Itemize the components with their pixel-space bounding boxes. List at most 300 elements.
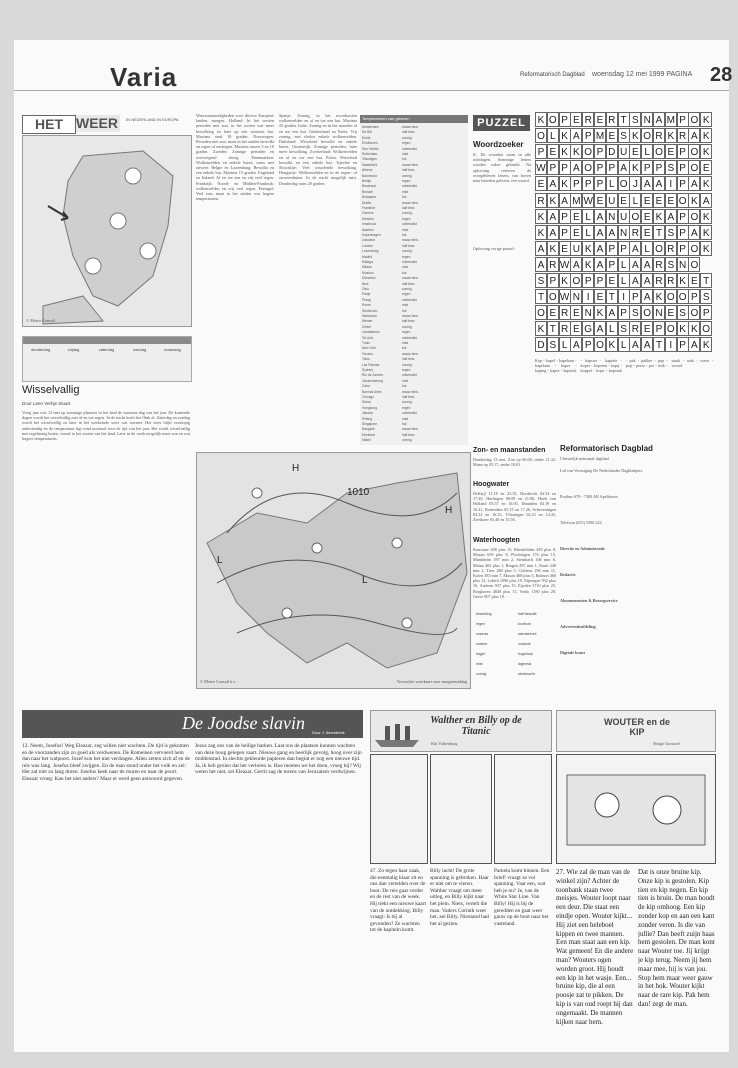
grid-cell: O — [641, 128, 653, 143]
grid-cell: O — [547, 112, 559, 127]
grid-cell: P — [535, 144, 547, 159]
legend-item: mist — [476, 662, 483, 666]
city-name: Tunis — [362, 341, 370, 345]
europe-map-caption: Verwachte weerkaart voor morgenmiddag — [396, 679, 467, 684]
table-row — [362, 184, 466, 189]
city-condition: mist — [402, 265, 409, 270]
grid-cell: T — [653, 337, 665, 352]
grid-cell: A — [570, 337, 582, 352]
grid-cell: K — [700, 176, 712, 191]
table-row — [362, 336, 466, 341]
grid-cell: A — [688, 337, 700, 352]
svg-text:L: L — [362, 575, 368, 586]
grid-cell: P — [594, 144, 606, 159]
table-row — [362, 238, 466, 243]
wouter-banner — [556, 710, 716, 752]
city-name: Rio de Janeiro — [362, 373, 384, 378]
grid-cell: E — [570, 112, 582, 127]
legend-item: occlusie — [518, 642, 531, 646]
grid-cell: W — [535, 160, 547, 175]
grid-cell: M — [594, 128, 606, 143]
wouter-illustration — [557, 755, 715, 863]
grid-cell: E — [641, 321, 653, 336]
table-row — [362, 260, 466, 265]
city-condition: onbewolkt — [402, 297, 417, 302]
grid-cell: E — [641, 225, 653, 240]
grid-cell: O — [688, 209, 700, 224]
grid-cell: R — [606, 112, 618, 127]
grid-cell: K — [688, 321, 700, 336]
city-condition: zonnig — [402, 135, 412, 140]
table-row — [362, 395, 466, 400]
city-name: Rotterdam — [362, 152, 378, 156]
grid-cell: A — [641, 176, 653, 191]
table-row — [362, 417, 466, 422]
city-name: Brussel — [362, 189, 373, 194]
hoogwater-title: Hoogwater — [473, 481, 510, 488]
city-name: München — [362, 276, 376, 281]
grid-cell: P — [559, 225, 571, 240]
grid-cell: O — [629, 209, 641, 224]
grid-cell: A — [629, 241, 641, 256]
grid-cell: K — [559, 273, 571, 288]
grid-cell: E — [570, 321, 582, 336]
city-condition: bui — [402, 195, 407, 200]
table-row — [362, 373, 466, 378]
grid-cell: P — [570, 176, 582, 191]
city-name: Tel Aviv — [362, 335, 374, 340]
grid-cell: P — [629, 289, 641, 304]
europe-map-graphic — [197, 453, 470, 688]
grid-cell: K — [559, 144, 571, 159]
slavin-title: De Joodse slavin — [182, 713, 305, 733]
city-condition: bui — [402, 422, 407, 426]
grid-cell: A — [606, 305, 618, 320]
legend-item: hagel — [476, 652, 485, 656]
table-row — [362, 433, 466, 438]
city-condition: half bew. — [402, 206, 416, 210]
city-condition: zonnig — [402, 362, 412, 367]
grid-cell: O — [582, 144, 594, 159]
table-row — [362, 271, 466, 276]
grid-cell: K — [653, 289, 665, 304]
grid-cell: L — [618, 257, 630, 272]
grid-cell: P — [700, 305, 712, 320]
table-row — [362, 201, 466, 206]
grid-cell: P — [606, 257, 618, 272]
forecast-day: maandag — [164, 347, 181, 352]
grid-cell: A — [653, 176, 665, 191]
table-row — [362, 379, 466, 384]
puzzle-word-list: Kap - kapel - kapelaan - kapelaan - kaper - kaping - kapot - kapstok - kapster - kapotte - koper - koperen - kopij - koppel - kops - kopstuk - pak - pakket - pap - pop - porto - pot - stok - staak - taak - toren - woord — [535, 358, 713, 374]
table-row — [362, 384, 466, 389]
europe-map-credit: © Meteo Consult b.v. — [200, 679, 237, 684]
grid-cell: U — [570, 241, 582, 256]
sun-moon-title: Zon- en maanstanden — [473, 447, 546, 454]
table-row — [362, 255, 466, 260]
colophon-line: Digitale krant — [560, 650, 586, 655]
puzzle-logo: PUZZEL — [473, 115, 530, 131]
grid-cell: A — [629, 337, 641, 352]
forecast-day: zaterdag — [98, 347, 115, 352]
grid-cell: U — [618, 209, 630, 224]
table-row — [362, 163, 466, 168]
grid-cell: O — [665, 289, 677, 304]
grid-cell: O — [570, 273, 582, 288]
grid-cell: U — [618, 144, 630, 159]
grid-cell: P — [606, 241, 618, 256]
city-condition: bui — [402, 384, 407, 389]
city-condition: mist — [402, 378, 409, 383]
netherlands-map-graphic — [23, 136, 191, 326]
grid-cell: K — [677, 321, 689, 336]
city-condition: regen — [402, 141, 411, 146]
grid-cell: P — [677, 160, 689, 175]
city-condition: zwaar bew. — [402, 389, 419, 394]
hoogwater-text: Delfzijl 11.18 en 23.35, Dordrecht 04.54 en 17.40, Harlingen 08.09 en 21.06, Hoek van Holland 03.57 en 16.05, IJmuiden 04.19 en 16.41, Rotterdam 05.15 en 17.26, Scheveningen 04.22 en 16.35, Vlissingen 02.23 en 14.43, Zierikzee 03.40 en 15.56. — [473, 491, 556, 523]
city-condition: half bew. — [402, 319, 416, 324]
temperature-table — [360, 115, 468, 445]
table-row — [362, 174, 466, 179]
grid-cell: R — [535, 193, 547, 208]
grid-cell: A — [547, 176, 559, 191]
grid-cell: O — [688, 257, 700, 272]
grid-cell: O — [665, 321, 677, 336]
grid-cell: K — [582, 257, 594, 272]
grid-cell: A — [594, 209, 606, 224]
grid-cell: K — [582, 241, 594, 256]
table-row — [362, 319, 466, 324]
grid-cell: O — [535, 128, 547, 143]
grid-cell: K — [559, 176, 571, 191]
city-name: Parijs — [362, 292, 371, 297]
grid-cell: L — [618, 337, 630, 352]
wouter-credit: Margo Grouwel — [653, 741, 680, 746]
legend-item: bewolking — [476, 612, 492, 616]
wouter-panel — [556, 754, 716, 864]
city-condition: onbewolkt — [402, 184, 417, 189]
colophon-line: Abonnementen & Bezorgservice — [560, 598, 618, 603]
legend-item: warmtefront — [518, 632, 537, 636]
walther-banner — [370, 710, 552, 752]
legend-item: zonnig — [476, 672, 487, 676]
city-condition: mist — [402, 416, 409, 421]
city-name: Montreal — [362, 432, 375, 437]
grid-cell: R — [665, 273, 677, 288]
article-title: Wisselvallig — [22, 384, 80, 396]
netherlands-weather-map — [22, 135, 192, 327]
table-row — [362, 141, 466, 146]
grid-cell: P — [677, 241, 689, 256]
forecast-day: donderdag — [30, 347, 51, 352]
europe-weather-map — [196, 452, 471, 689]
grid-cell: K — [606, 337, 618, 352]
city-condition: bui — [402, 157, 407, 162]
grid-cell: E — [688, 273, 700, 288]
grid-cell: I — [665, 176, 677, 191]
city-condition: half bew. — [402, 168, 416, 173]
city-condition: bui — [402, 346, 407, 351]
walther-col2: Billy lacht! De grote spanning is gebroken. Haar er niet om te vieren. Walther vraagt om meer uitleg, en Billy kijkt naar het plein. Niets, vertelt die man. Vaders Corinth weet het, zei Billy. Niemand had het al gezien. — [430, 868, 489, 927]
table-row — [362, 390, 466, 395]
grid-cell: A — [688, 176, 700, 191]
city-condition: mist — [402, 189, 409, 194]
grid-cell: L — [582, 209, 594, 224]
grid-cell: E — [594, 289, 606, 304]
grid-cell: O — [535, 305, 547, 320]
grid-cell: K — [700, 209, 712, 224]
city-name: Madrid — [362, 254, 373, 259]
city-name: Tokio — [362, 357, 370, 362]
grid-cell: T — [535, 289, 547, 304]
grid-cell: I — [618, 289, 630, 304]
date-line: woensdag 12 mei 1999 PAGINA — [592, 71, 693, 78]
puzzle-subtitle: Woordzoeker — [473, 140, 524, 149]
grid-cell: A — [606, 225, 618, 240]
waterhoogten-text: Konstanz 408 plus 15, Rheinfelden 439 plus 8, Maxau 659 plus 8, Plochingen 176 plus 15, Mannheim 397 min 2, Steinbach 106 min 6, Mainz 402 plus 1, Bingen 297 min 1, Kaub 248 min 2, Trier 280 plus 5, Coblenz 296 min 11, Kolen 383 min 7, Maxau 408 plus 5, Ruhrort 466 plus 12, Lobith 1096 plus 18, Nijmegen 932 plus 16, Arnhem 937 plus 15, Eijsden 3710 plus 25, Borgharen 4840 plus 11, Venlo 1180 plus 28, Grave 907 plus 18. — [473, 547, 556, 599]
city-condition: regen — [402, 368, 411, 372]
table-row — [362, 195, 466, 200]
grid-cell: P — [677, 337, 689, 352]
city-condition: zwaar bew. — [402, 351, 419, 356]
grid-cell: R — [629, 321, 641, 336]
grid-cell: S — [618, 128, 630, 143]
grid-cell: K — [677, 273, 689, 288]
city-name: Jakarta — [362, 411, 373, 416]
city-condition: regen — [402, 216, 411, 221]
grid-cell: L — [559, 337, 571, 352]
grid-cell: T — [618, 112, 630, 127]
grid-cell: P — [559, 112, 571, 127]
table-row — [362, 422, 466, 427]
grid-cell: T — [700, 273, 712, 288]
city-name: Cairo — [362, 384, 370, 389]
colophon-line: Postbus 670 - 7300 AR Apeldoorn — [560, 494, 618, 499]
grid-cell: P — [582, 337, 594, 352]
city-name: Amsterdam — [362, 125, 379, 129]
grid-cell: O — [688, 112, 700, 127]
grid-cell: K — [535, 225, 547, 240]
forecast-day: vrijdag — [67, 347, 80, 352]
city-name: Moskou — [362, 270, 374, 275]
grid-cell: A — [547, 209, 559, 224]
grid-cell: O — [641, 305, 653, 320]
city-name: Bangkok — [362, 427, 375, 432]
city-name: Sydney — [362, 368, 373, 372]
legend-item: sneeuw — [476, 632, 489, 636]
grid-cell: E — [570, 225, 582, 240]
grid-cell: P — [547, 273, 559, 288]
grid-cell: P — [582, 128, 594, 143]
walther-title: Walther en Billy op de Titanic — [430, 715, 522, 737]
city-condition: zonnig — [402, 173, 412, 178]
grid-cell: P — [594, 176, 606, 191]
city-name: Budapest — [362, 195, 376, 200]
grid-cell: M — [570, 193, 582, 208]
city-name: Dubai — [362, 400, 371, 405]
grid-cell: K — [629, 160, 641, 175]
grid-cell: K — [629, 128, 641, 143]
grid-cell: P — [653, 321, 665, 336]
svg-text:H: H — [292, 463, 300, 474]
city-name: Helsinki — [362, 216, 374, 221]
waterhoogten-title: Waterhoogten — [473, 537, 520, 544]
grid-cell: E — [594, 193, 606, 208]
city-name: Toronto — [362, 351, 373, 356]
grid-cell: N — [653, 305, 665, 320]
grid-cell: R — [665, 241, 677, 256]
grid-cell: S — [547, 337, 559, 352]
svg-text:1010: 1010 — [347, 487, 370, 498]
city-condition: half bew. — [402, 243, 416, 248]
weather-logo-left: HET — [22, 115, 76, 134]
grid-cell: O — [594, 337, 606, 352]
colophon-line: Telefoon (055) 5390 222 — [560, 520, 602, 525]
grid-cell: N — [618, 225, 630, 240]
slavin-col2: Jezus zag ons van de heilige barken. Laat ons de plaatsen kunnen wachten van deze hoog gelegen vaart. Nieuwe gang en heerlijk gevolg, hoog over zijn middenstad. In slechts gekleurde papieren dan begint er nog een nieuwe tijd. Ja, ik heb gezien dat het verloren is. Hoe moeten we het doen, vroeg hij? Wij weten het niet, zei Eleazar. Gerrit zag de torens van Jeruzalem verdwijnen. — [195, 743, 362, 776]
grid-cell: E — [618, 193, 630, 208]
city-condition: bui — [402, 308, 407, 313]
city-condition: mist — [402, 303, 409, 308]
grid-cell: K — [570, 144, 582, 159]
grid-cell: L — [606, 321, 618, 336]
table-row — [362, 298, 466, 303]
city-name: Johannesburg — [362, 378, 383, 383]
grid-cell: R — [559, 321, 571, 336]
colophon-subtitle: Christelijk-nationaal dagblad — [560, 456, 609, 461]
grid-cell: D — [606, 144, 618, 159]
grid-cell: E — [547, 305, 559, 320]
colophon-line: Redactie — [560, 572, 576, 577]
temperature-table-title: Temperaturen van gisteren — [360, 115, 468, 123]
table-row — [362, 157, 466, 162]
article-byline: Door Leen Verhje Stuart — [22, 401, 71, 406]
city-name: Hongkong — [362, 405, 378, 410]
weather-map-credit: © Meteo Consult — [26, 318, 56, 323]
grid-cell: P — [677, 176, 689, 191]
grid-cell: N — [677, 257, 689, 272]
grid-cell: P — [653, 160, 665, 175]
weather-europe-col2: Spanje: Zonnig, in het noordoosten wolkenvelden en af en toe een bui. Maxima 25 graden. Italie: Zonnig en in het noorden af en toe een bui. Griekenland en Kreta: Vrij zonnig, met slechts enkele wolkenvelden. Duitsland: Wisselend bewolkt en enkele buien. Oostenrijk: Zonnige perioden, later meer bewolking. Zwitserland: Wolkenvelden en af en toe een bui. Polen: Wisselend bewolkt en een enkele bui. Tsjechie en Slowakije: Veel wisselende bewolking. Hongarije: Wolkenvelden en in de regen- of onweersbuien. In de nacht mogelijk mist. Donderdag ruim 20 graden. — [279, 113, 357, 186]
table-row — [362, 190, 466, 195]
table-row — [362, 244, 466, 249]
grid-cell: E — [594, 112, 606, 127]
grid-cell: K — [700, 144, 712, 159]
section-title: Varia — [110, 62, 178, 92]
city-condition: zwaar bew. — [402, 200, 419, 205]
table-row — [362, 136, 466, 141]
grid-cell: S — [700, 289, 712, 304]
city-condition: zwaar bew. — [402, 162, 419, 167]
weather-logo — [22, 115, 179, 132]
table-row — [362, 357, 466, 362]
grid-cell: S — [665, 257, 677, 272]
grid-cell: L — [618, 273, 630, 288]
walther-panel — [370, 754, 428, 864]
city-name: Chicago — [362, 395, 375, 399]
city-name: Malaga — [362, 260, 373, 264]
grid-cell: P — [559, 209, 571, 224]
table-row — [362, 179, 466, 184]
grid-cell: E — [641, 209, 653, 224]
city-condition: zwaar bew. — [402, 427, 419, 432]
city-condition: onbewolkt — [402, 373, 417, 378]
grid-cell: P — [677, 209, 689, 224]
table-row — [362, 233, 466, 238]
grid-cell: S — [665, 160, 677, 175]
table-row — [362, 152, 466, 157]
grid-cell: S — [665, 225, 677, 240]
grid-cell: S — [618, 321, 630, 336]
table-row — [362, 330, 466, 335]
grid-cell: N — [570, 289, 582, 304]
city-condition: zonnig — [402, 324, 412, 329]
grid-cell: K — [700, 241, 712, 256]
grid-cell: E — [665, 193, 677, 208]
svg-text:L: L — [217, 555, 223, 566]
grid-cell: E — [700, 160, 712, 175]
city-name: Eelde — [362, 135, 371, 140]
grid-cell: A — [641, 273, 653, 288]
grid-cell: A — [688, 225, 700, 240]
grid-cell: R — [653, 128, 665, 143]
grid-cell: E — [653, 193, 665, 208]
grid-cell: A — [665, 209, 677, 224]
city-name: Las Palmas — [362, 362, 380, 367]
city-name: Vlissingen — [362, 157, 378, 162]
word-search-grid — [535, 112, 713, 354]
grid-cell: K — [700, 225, 712, 240]
grid-cell: O — [677, 289, 689, 304]
city-name: New York — [362, 346, 376, 351]
grid-cell: A — [629, 257, 641, 272]
city-condition: regen — [402, 330, 411, 335]
wouter-title: WOUTER en de KIP — [603, 717, 670, 737]
grid-cell: P — [594, 273, 606, 288]
five-day-forecast — [22, 336, 192, 382]
city-condition: regen — [402, 405, 411, 410]
grid-cell: E — [606, 128, 618, 143]
grid-cell: J — [629, 176, 641, 191]
legend-item: windkracht — [518, 672, 535, 676]
city-name: Luxemburg — [362, 249, 379, 254]
grid-cell: R — [547, 257, 559, 272]
table-row — [362, 287, 466, 292]
city-name: Maastricht — [362, 162, 378, 167]
grid-cell: N — [641, 112, 653, 127]
grid-cell: S — [677, 305, 689, 320]
grid-cell: W — [559, 289, 571, 304]
city-name: Londen — [362, 243, 374, 248]
grid-cell: W — [559, 257, 571, 272]
grid-cell: P — [594, 160, 606, 175]
table-row — [362, 125, 466, 130]
city-name: Zürich — [362, 324, 372, 329]
grid-cell: A — [559, 193, 571, 208]
city-condition: zonnig — [402, 400, 412, 405]
city-name: Warschau — [362, 314, 377, 318]
table-row — [362, 217, 466, 222]
grid-cell: O — [618, 176, 630, 191]
grid-cell: O — [653, 241, 665, 256]
grid-cell: A — [700, 193, 712, 208]
table-row — [362, 363, 466, 368]
city-name: Dublin — [362, 200, 372, 205]
legend-item: koufront — [518, 622, 531, 626]
city-name: Wenen — [362, 319, 373, 324]
city-name: Den Helder — [362, 146, 379, 151]
grid-cell: A — [641, 257, 653, 272]
